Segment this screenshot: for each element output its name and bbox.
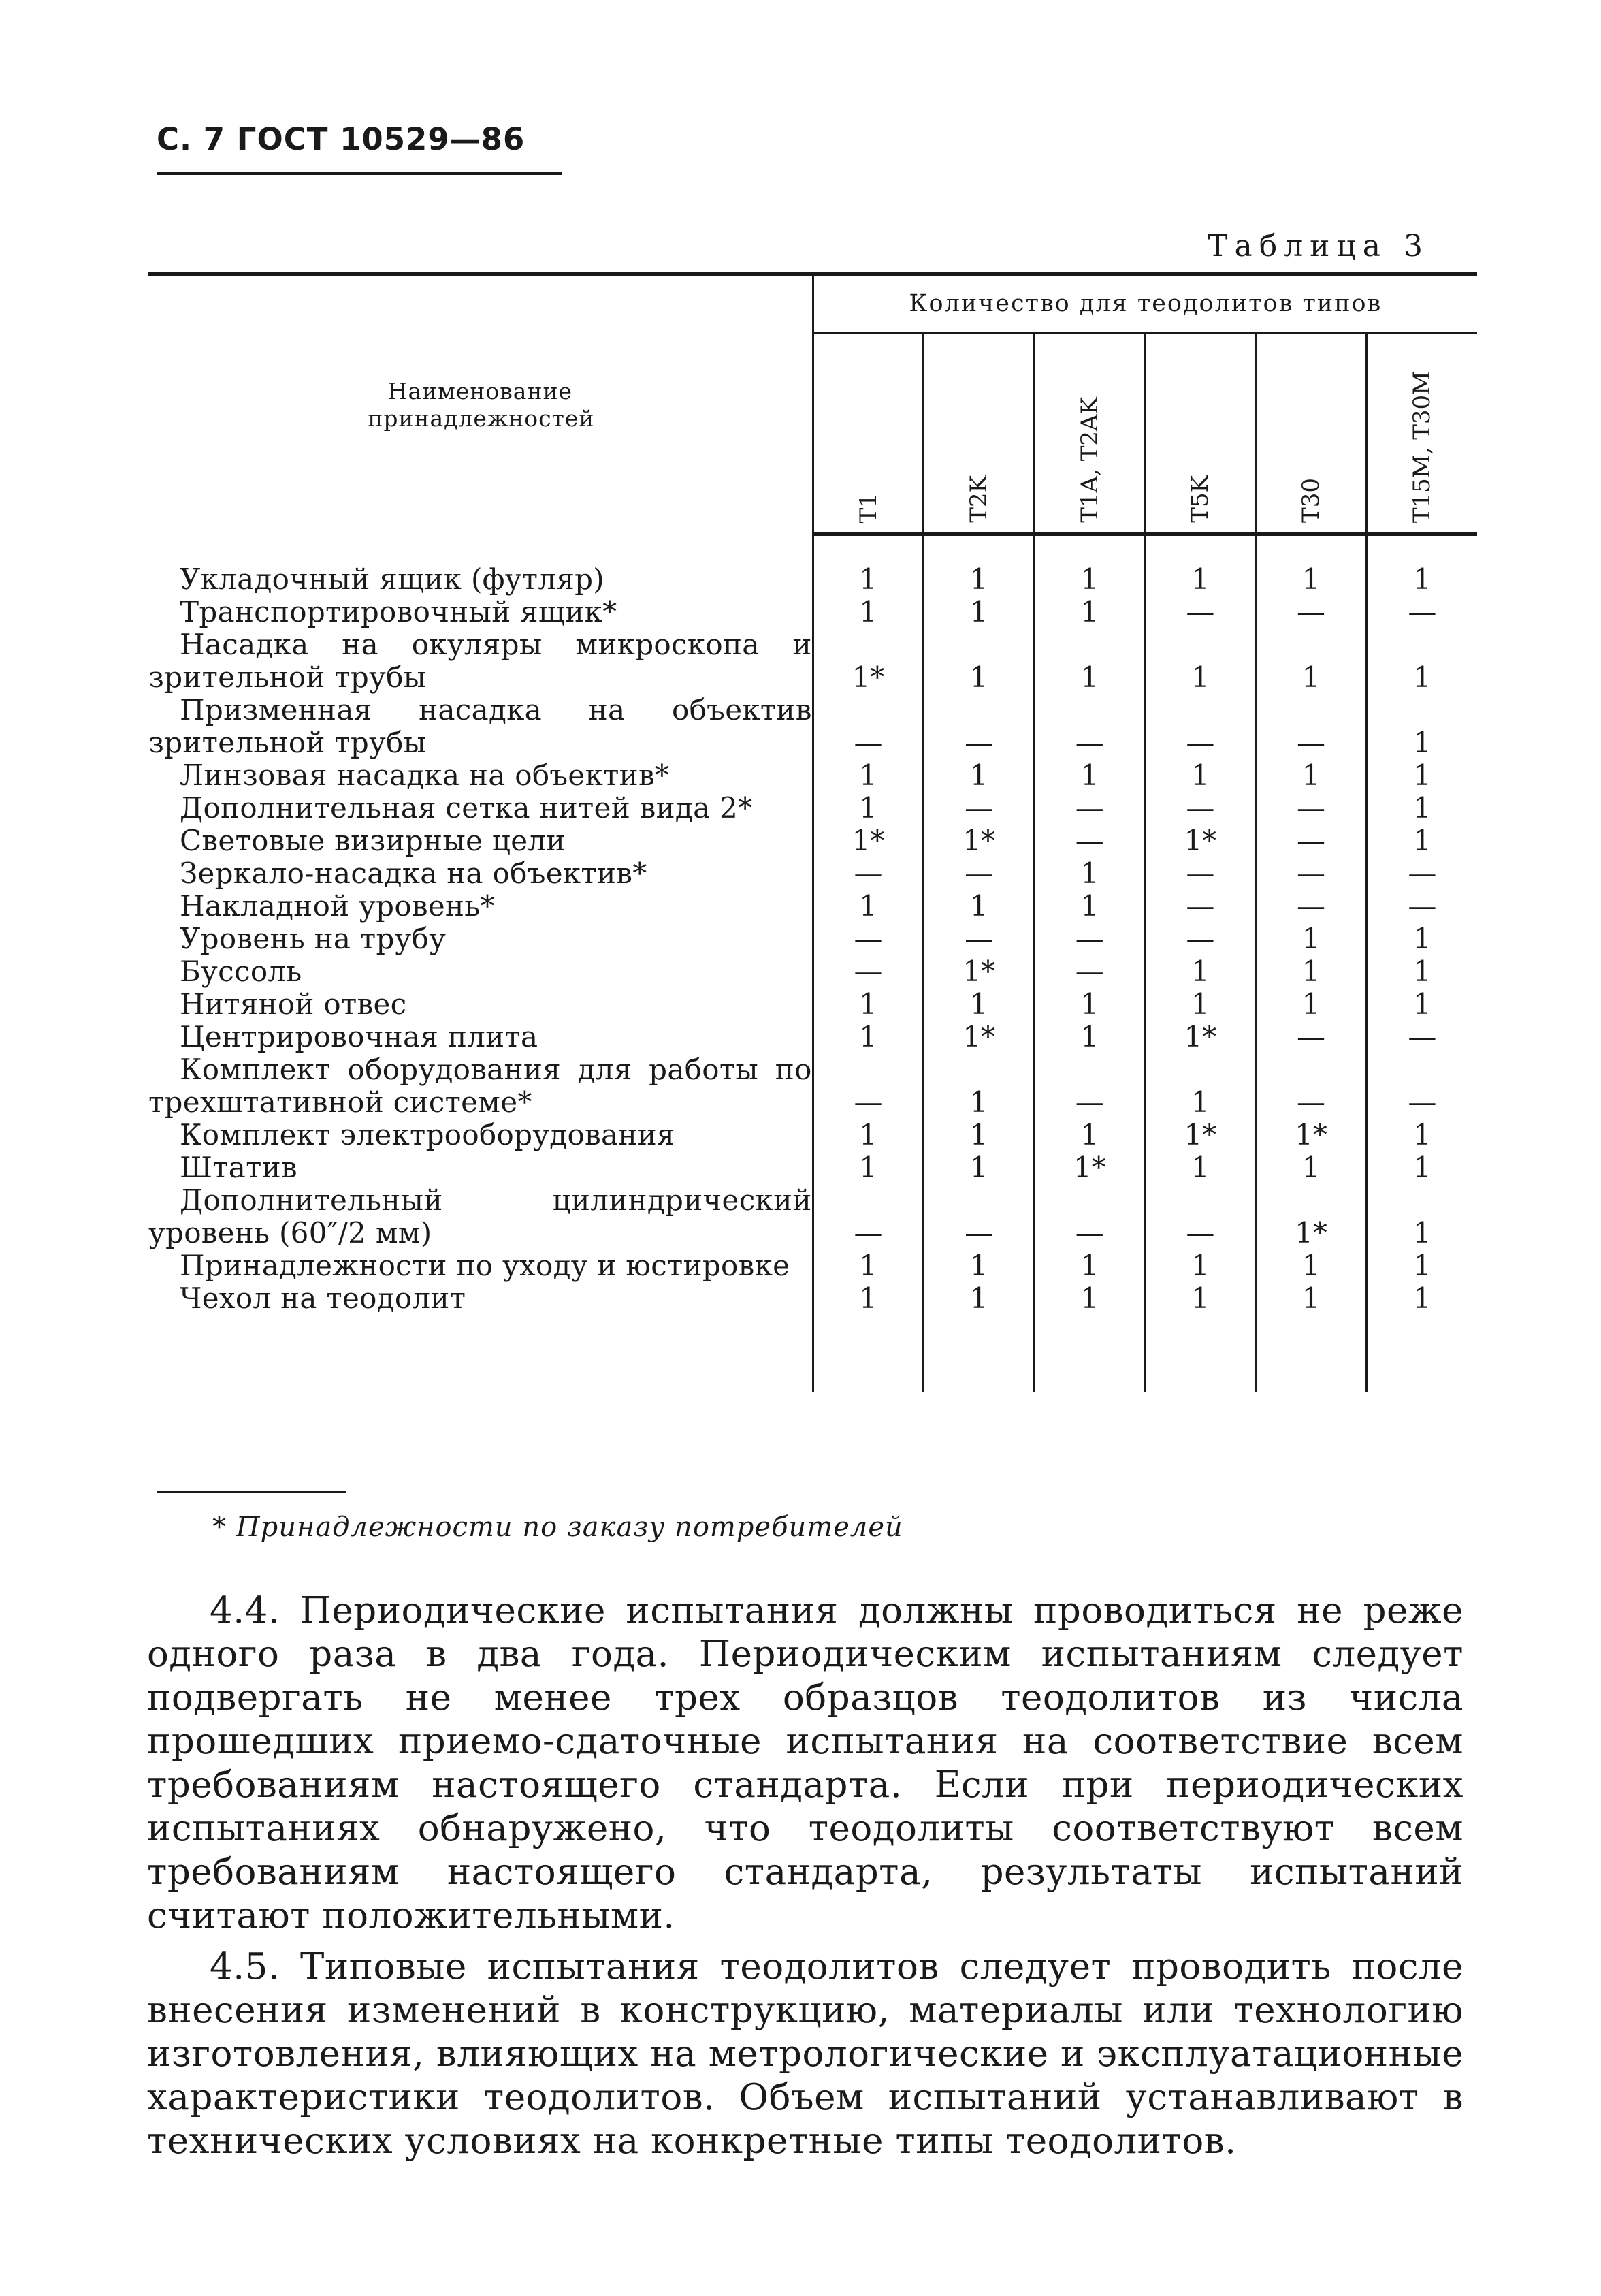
accessory-name-text: Комплект электрооборудования [180, 1118, 675, 1151]
accessory-name-text: Штатив [180, 1151, 297, 1184]
tail-cell [1256, 1315, 1367, 1392]
quantity-cell: 1 [924, 890, 1035, 923]
paragraph-4-4 [147, 1589, 1463, 1938]
spacer-cell [1256, 535, 1367, 564]
footnote-rule [157, 1491, 346, 1493]
quantity-cell: 1 [1034, 1021, 1145, 1053]
quantity-cell: — [1145, 1184, 1256, 1249]
table-row [148, 988, 1477, 1021]
quantity-cell: 1 [859, 889, 877, 923]
paragraph-4-5 [147, 1945, 1463, 2163]
quantity-cell: 1* [1256, 1184, 1367, 1249]
quantity-cell: — [1256, 1021, 1367, 1053]
accessory-name [148, 857, 813, 890]
column-header-type [1034, 333, 1145, 535]
quantity-cell: — [1034, 923, 1145, 955]
accessory-name [148, 1021, 813, 1053]
accessory-name-text: Чехол на теодолит [180, 1281, 466, 1315]
quantity-cell: 1 [924, 563, 1035, 596]
quantity-cell: 1 [1145, 1282, 1256, 1315]
quantity-cell: — [1256, 857, 1367, 890]
table-row [148, 759, 1477, 792]
table-row [148, 1282, 1477, 1315]
accessory-name-text: Призменная насадка на объектив зрительной трубы [148, 693, 812, 759]
accessory-name [148, 792, 813, 825]
quantity-cell: — [1366, 890, 1477, 923]
footnote: * Принадлежности по заказу потребителей [212, 1512, 903, 1543]
quantity-cell: 1 [859, 1151, 877, 1184]
column-header-type [924, 333, 1035, 535]
column-header-type-text: T1A, T2AK [1076, 397, 1103, 523]
quantity-cell: 1 [859, 759, 877, 792]
quantity-cell: — [1366, 857, 1477, 890]
table-row [148, 825, 1477, 857]
quantity-cell: 1 [859, 1281, 877, 1315]
table-row [148, 1249, 1477, 1282]
quantity-cell: — [1034, 1184, 1145, 1249]
quantity-cell: 1 [859, 791, 877, 825]
quantity-cell: — [854, 1085, 883, 1119]
table-row [148, 1184, 1477, 1249]
column-header-type [813, 333, 924, 535]
quantity-cell: 1 [1145, 988, 1256, 1021]
quantity-cell: 1* [1256, 1119, 1367, 1151]
column-header-type-label [855, 493, 882, 523]
column-group-header: Количество для теодолитов типов [813, 274, 1477, 333]
quantity-cell: — [924, 694, 1035, 759]
column-header-type [1145, 333, 1256, 535]
quantity-cell: — [1034, 825, 1145, 857]
quantity-cell: 1 [924, 988, 1035, 1021]
quantity-cell: 1 [1366, 988, 1477, 1021]
table-row [148, 694, 1477, 759]
quantity-cell: 1 [1366, 1119, 1477, 1151]
quantity-cell: 1 [1256, 1151, 1367, 1184]
quantity-cell: 1 [1256, 988, 1367, 1021]
table-row [148, 596, 1477, 628]
quantity-cell: 1 [1366, 825, 1477, 857]
quantity-cell: — [1366, 1053, 1477, 1119]
spacer-cell [148, 535, 813, 564]
name-header-text: Наименование принадлежностей [368, 377, 595, 432]
quantity-cell: 1 [1034, 1249, 1145, 1282]
quantity-cell: — [1366, 1021, 1477, 1053]
quantity-cell: — [854, 726, 883, 759]
accessory-name-text: Накладной уровень* [180, 889, 495, 923]
quantity-cell: — [924, 792, 1035, 825]
quantity-cell: 1 [1145, 563, 1256, 596]
quantity-cell: 1 [1145, 955, 1256, 988]
quantity-cell: 1 [1366, 923, 1477, 955]
column-header-type-label [1408, 371, 1436, 523]
column-header-type-text: T2K [965, 475, 993, 523]
quantity-cell: — [1145, 923, 1256, 955]
table-row [148, 1119, 1477, 1151]
quantity-cell: 1 [859, 987, 877, 1021]
accessory-name [148, 628, 813, 694]
quantity-cell: 1* [924, 1021, 1035, 1053]
tail-cell [1034, 1315, 1145, 1392]
quantity-cell: 1 [924, 1282, 1035, 1315]
accessory-name [148, 1184, 813, 1249]
quantity-cell: 1* [852, 824, 885, 857]
quantity-cell: 1 [1256, 759, 1367, 792]
accessory-name-text: Световые визирные цели [180, 824, 566, 857]
table-row [148, 563, 1477, 596]
quantity-cell: — [1256, 1053, 1367, 1119]
spacer-cell [1366, 535, 1477, 564]
accessory-name-text: Насадка на окуляры микроскопа и зрительной трубы [148, 628, 812, 694]
accessory-name [148, 596, 813, 628]
quantity-cell: 1* [1145, 1021, 1256, 1053]
quantity-cell: 1 [1256, 1249, 1367, 1282]
quantity-cell: 1 [1256, 1282, 1367, 1315]
quantity-cell: 1 [924, 1151, 1035, 1184]
column-header-type [1256, 333, 1367, 535]
quantity-cell: 1 [1145, 1053, 1256, 1119]
table-row [148, 923, 1477, 955]
quantity-cell: 1 [924, 1053, 1035, 1119]
table-tail-row [148, 1315, 1477, 1392]
quantity-cell: 1* [1034, 1151, 1145, 1184]
accessory-name-text: Уровень на трубу [180, 922, 447, 955]
quantity-cell: 1 [859, 562, 877, 596]
quantity-cell: 1 [1366, 694, 1477, 759]
quantity-cell: — [854, 955, 883, 988]
table-row [148, 1151, 1477, 1184]
accessories-table [148, 272, 1477, 1392]
quantity-cell: 1 [1034, 988, 1145, 1021]
quantity-cell: — [1034, 694, 1145, 759]
quantity-cell: — [1145, 857, 1256, 890]
quantity-cell: — [924, 923, 1035, 955]
accessory-name [148, 955, 813, 988]
quantity-cell: — [1145, 596, 1256, 628]
quantity-cell: 1 [1366, 628, 1477, 694]
spacer-cell [1034, 535, 1145, 564]
column-header-type-text: T1 [854, 492, 882, 523]
accessory-name [148, 1282, 813, 1315]
table-row [148, 1021, 1477, 1053]
accessory-name [148, 923, 813, 955]
tail-cell [1145, 1315, 1256, 1392]
quantity-cell: — [1366, 596, 1477, 628]
accessory-name-text: Буссоль [180, 955, 302, 988]
quantity-cell: 1 [924, 628, 1035, 694]
table-row [148, 1053, 1477, 1119]
quantity-cell: — [854, 857, 883, 890]
accessory-name-text: Линзовая насадка на объектив* [180, 759, 670, 792]
quantity-cell: 1* [1145, 825, 1256, 857]
quantity-cell: 1 [1034, 1282, 1145, 1315]
accessory-name [148, 694, 813, 759]
accessory-name [148, 890, 813, 923]
quantity-cell: 1 [1256, 923, 1367, 955]
accessory-name [148, 759, 813, 792]
column-header-name [148, 274, 813, 535]
column-header-type-text: T15M, T30M [1408, 370, 1436, 523]
spacer-cell [1145, 535, 1256, 564]
quantity-cell: 1 [924, 1119, 1035, 1151]
quantity-cell: 1 [1256, 628, 1367, 694]
table-row [148, 955, 1477, 988]
quantity-cell: — [1256, 792, 1367, 825]
header-rule [157, 172, 562, 175]
page-header: С. 7 ГОСТ 10529—86 [157, 121, 525, 157]
accessory-name-text: Дополнительная сетка нитей вида 2* [180, 791, 753, 825]
quantity-cell: 1 [1145, 1249, 1256, 1282]
table-caption: Таблица 3 [1208, 229, 1429, 264]
accessory-name-text: Центрировочная плита [180, 1020, 538, 1053]
quantity-cell: 1 [1366, 1151, 1477, 1184]
paragraph-text: 4.4. Периодические испытания должны проводиться не реже одного раза в два года. Периодическим испытаниям следует подвергать не менее трех образцов теодолитов из числа прошедших приемо-сдаточные испытания на соответствие всем требованиям настоящего стандарта. Если при периодических испытаниях обнаружено, что теодолиты соответствуют всем требованиям настоящего стандарта, результаты испытаний считают положительными. [147, 1590, 1463, 1936]
quantity-cell: 1 [1256, 563, 1367, 596]
quantity-cell: 1 [1366, 1282, 1477, 1315]
quantity-cell: 1 [859, 595, 877, 628]
accessory-name [148, 563, 813, 596]
accessory-name [148, 988, 813, 1021]
quantity-cell: — [1145, 890, 1256, 923]
accessory-name-text: Дополнительный цилиндрический уровень (60″/2 мм) [148, 1183, 812, 1249]
accessory-name-text: Транспортировочный ящик* [180, 595, 617, 628]
quantity-cell: 1* [852, 660, 885, 694]
quantity-cell: — [1256, 825, 1367, 857]
spacer-cell [813, 535, 924, 564]
quantity-cell: 1 [1366, 1249, 1477, 1282]
quantity-cell: 1* [1145, 1119, 1256, 1151]
quantity-cell: — [1034, 792, 1145, 825]
table-row [148, 628, 1477, 694]
paragraph-text: 4.5. Типовые испытания теодолитов следует проводить после внесения изменений в конструкцию, материалы или технологию изготовления, влияющих на метрологические и эксплуатационные характеристики теодолитов. Объем испытаний устанавливают в технических условиях на конкретные типы теодолитов. [147, 1946, 1463, 2162]
tail-cell [813, 1315, 924, 1392]
accessory-name [148, 1119, 813, 1151]
column-header-type-label [1297, 478, 1325, 523]
quantity-cell: 1 [1034, 857, 1145, 890]
accessories-table-body [148, 535, 1477, 1393]
quantity-cell: — [1256, 694, 1367, 759]
tail-cell [148, 1315, 813, 1392]
tail-cell [924, 1315, 1035, 1392]
table-row [148, 890, 1477, 923]
table-spacer-row [148, 535, 1477, 564]
accessory-name-text: Принадлежности по уходу и юстировке [180, 1249, 790, 1282]
quantity-cell: — [854, 922, 883, 955]
column-header-type-label [1076, 397, 1103, 523]
accessories-table-wrap [148, 272, 1477, 1392]
quantity-cell: — [1145, 792, 1256, 825]
quantity-cell: — [1145, 694, 1256, 759]
accessory-name [148, 1151, 813, 1184]
quantity-cell: 1 [924, 759, 1035, 792]
tail-cell [1366, 1315, 1477, 1392]
quantity-cell: — [924, 1184, 1035, 1249]
quantity-cell: — [1256, 890, 1367, 923]
quantity-cell: 1* [924, 825, 1035, 857]
accessory-name-text: Нитяной отвес [180, 987, 407, 1021]
quantity-cell: 1 [1366, 955, 1477, 988]
quantity-cell: 1 [1366, 563, 1477, 596]
accessory-name [148, 1053, 813, 1119]
quantity-cell: 1 [1145, 1151, 1256, 1184]
spacer-cell [924, 535, 1035, 564]
accessory-name-text: Укладочный ящик (футляр) [180, 562, 604, 596]
quantity-cell: — [924, 857, 1035, 890]
quantity-cell: — [854, 1216, 883, 1249]
quantity-cell: 1 [1256, 955, 1367, 988]
quantity-cell: 1 [1366, 1184, 1477, 1249]
quantity-cell: 1 [924, 1249, 1035, 1282]
column-header-type [1366, 333, 1477, 535]
quantity-cell: 1 [859, 1118, 877, 1151]
quantity-cell: 1 [1034, 628, 1145, 694]
quantity-cell: 1 [1034, 596, 1145, 628]
quantity-cell: 1 [1145, 759, 1256, 792]
quantity-cell: 1 [1034, 563, 1145, 596]
column-header-type-label [1186, 475, 1214, 523]
quantity-cell: 1 [1034, 890, 1145, 923]
quantity-cell: — [1034, 1053, 1145, 1119]
quantity-cell: — [1256, 596, 1367, 628]
table-row [148, 792, 1477, 825]
column-header-type-text: T5K [1186, 475, 1214, 523]
quantity-cell: 1 [924, 596, 1035, 628]
quantity-cell: 1* [924, 955, 1035, 988]
quantity-cell: 1 [1145, 628, 1256, 694]
quantity-cell: 1 [859, 1249, 877, 1282]
accessory-name [148, 825, 813, 857]
quantity-cell: 1 [1034, 1119, 1145, 1151]
accessory-name-text: Комплект оборудования для работы по трехштативной системе* [148, 1053, 812, 1119]
column-header-type-label [965, 475, 992, 523]
quantity-cell: 1 [1366, 792, 1477, 825]
table-row [148, 857, 1477, 890]
column-header-type-text: T30 [1297, 478, 1325, 523]
accessory-name [148, 1249, 813, 1282]
quantity-cell: 1 [859, 1020, 877, 1053]
quantity-cell: 1 [1034, 759, 1145, 792]
quantity-cell: 1 [1366, 759, 1477, 792]
quantity-cell: — [1034, 955, 1145, 988]
accessory-name-text: Зеркало-насадка на объектив* [180, 857, 647, 890]
